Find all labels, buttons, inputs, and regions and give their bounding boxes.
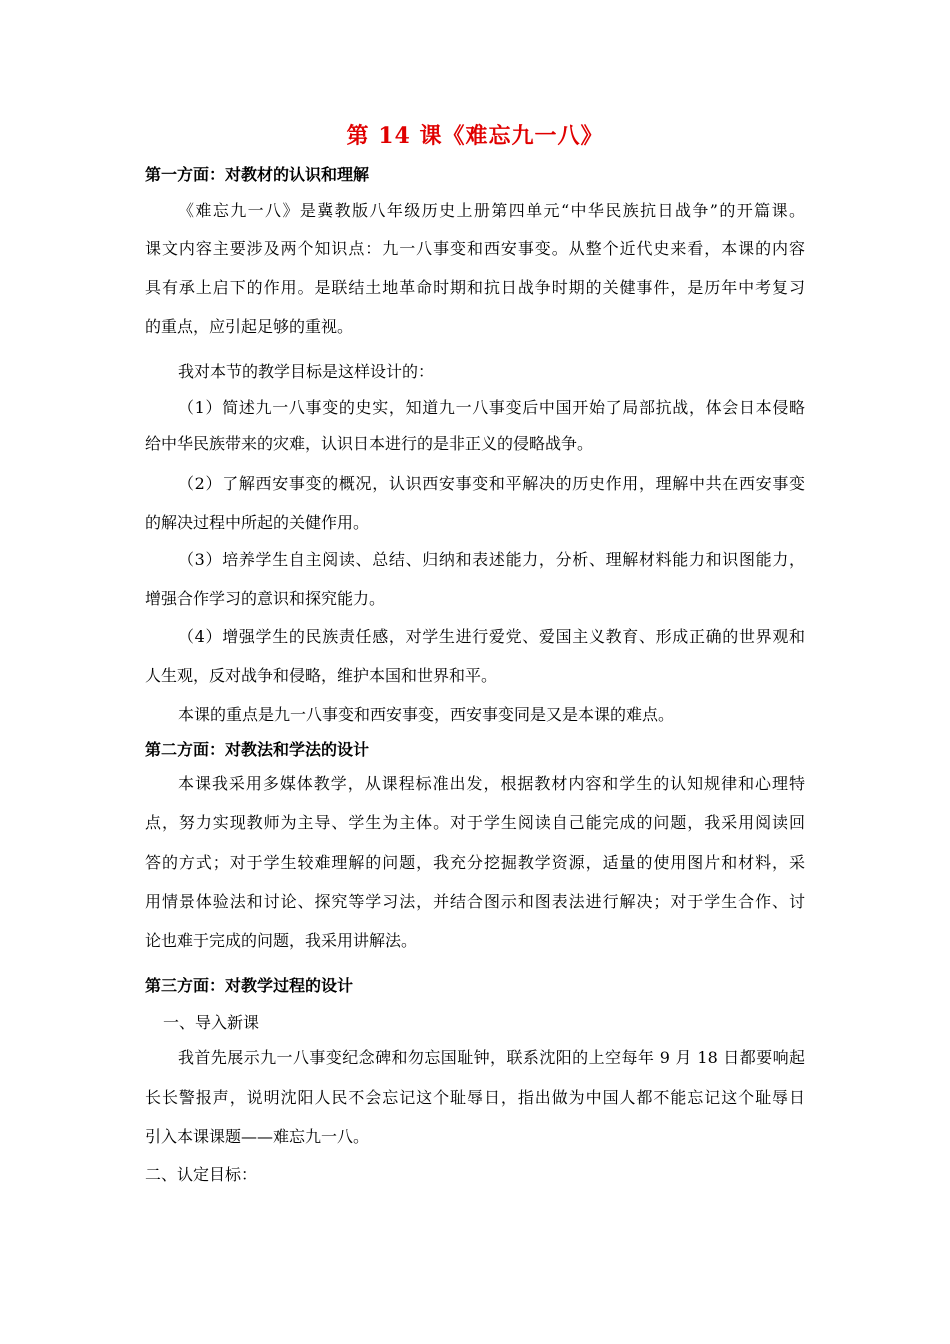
goal-1-line: 给中华民族带来的灾难，认识日本进行的是非正义的侵略战争。: [145, 434, 594, 453]
section3-paragraph-line: 长长警报声，说明沈阳人民不会忘记这个耻辱日，指出做为中国人都不能忘记这个耻辱日: [145, 1088, 805, 1107]
goal-3-line: 增强合作学习的意识和探究能力。: [145, 589, 386, 608]
section3-paragraph-line: 引入本课课题——难忘九一八。: [145, 1127, 370, 1146]
goals-intro: 我对本节的教学目标是这样设计的：: [178, 362, 435, 381]
section1-paragraph-line: 《难忘九一八》是冀教版八年级历史上册第四单元“中华民族抗日战争”的开篇课。: [178, 201, 805, 220]
section2-paragraph-line: 点，努力实现教师为主导、学生为主体。对于学生阅读自己能完成的问题，我采用阅读回: [145, 813, 805, 832]
section1-heading: 第一方面：对教材的认识和理解: [145, 165, 370, 184]
goal-4-line: 人生观，反对战争和侵略，维护本国和世界和平。: [145, 666, 498, 685]
goal-3-line: （3）培养学生自主阅读、总结、归纳和表述能力，分析、理解材料能力和识图能力，: [178, 550, 805, 569]
section2-paragraph-line: 答的方式；对于学生较难理解的问题，我充分挖掘教学资源，适量的使用图片和材料，采: [145, 853, 805, 872]
section1-paragraph-line: 课文内容主要涉及两个知识点：九一八事变和西安事变。从整个近代史来看，本课的内容: [145, 239, 805, 258]
section2-paragraph-line: 本课我采用多媒体教学，从课程标准出发，根据教材内容和学生的认知规律和心理特: [178, 774, 805, 793]
document-title: 第 14 课《难忘九一八》: [346, 123, 604, 149]
goal-2-line: （2）了解西安事变的概况，认识西安事变和平解决的历史作用，理解中共在西安事变: [178, 474, 805, 493]
key-points: 本课的重点是九一八事变和西安事变，西安事变同是又是本课的难点。: [178, 705, 675, 724]
section2-paragraph-line: 用情景体验法和讨论、探究等学习法，并结合图示和图表法进行解决；对于学生合作、讨: [145, 892, 805, 911]
section1-paragraph-line: 具有承上启下的作用。是联结土地革命时期和抗日战争时期的关健事件，是历年中考复习: [145, 278, 805, 297]
section1-paragraph-line: 的重点，应引起足够的重视。: [145, 317, 354, 336]
section2-paragraph-line: 论也难于完成的问题，我采用讲解法。: [145, 931, 418, 950]
subsection-goals-heading: 二、认定目标：: [145, 1165, 258, 1184]
subsection-intro-heading: 一、导入新课: [163, 1013, 260, 1032]
goal-1-line: （1）简述九一八事变的史实，知道九一八事变后中国开始了局部抗战，体会日本侵略: [178, 398, 805, 417]
goal-4-line: （4）增强学生的民族责任感，对学生进行爱党、爱国主义教育、形成正确的世界观和: [178, 627, 805, 646]
section3-paragraph-line: 我首先展示九一八事变纪念碑和勿忘国耻钟，联系沈阳的上空每年 9 月 18 日都要响起: [178, 1048, 805, 1067]
section2-heading: 第二方面：对教法和学法的设计: [145, 740, 370, 759]
goal-2-line: 的解决过程中所起的关健作用。: [145, 513, 370, 532]
section3-heading: 第三方面：对教学过程的设计: [145, 976, 354, 995]
